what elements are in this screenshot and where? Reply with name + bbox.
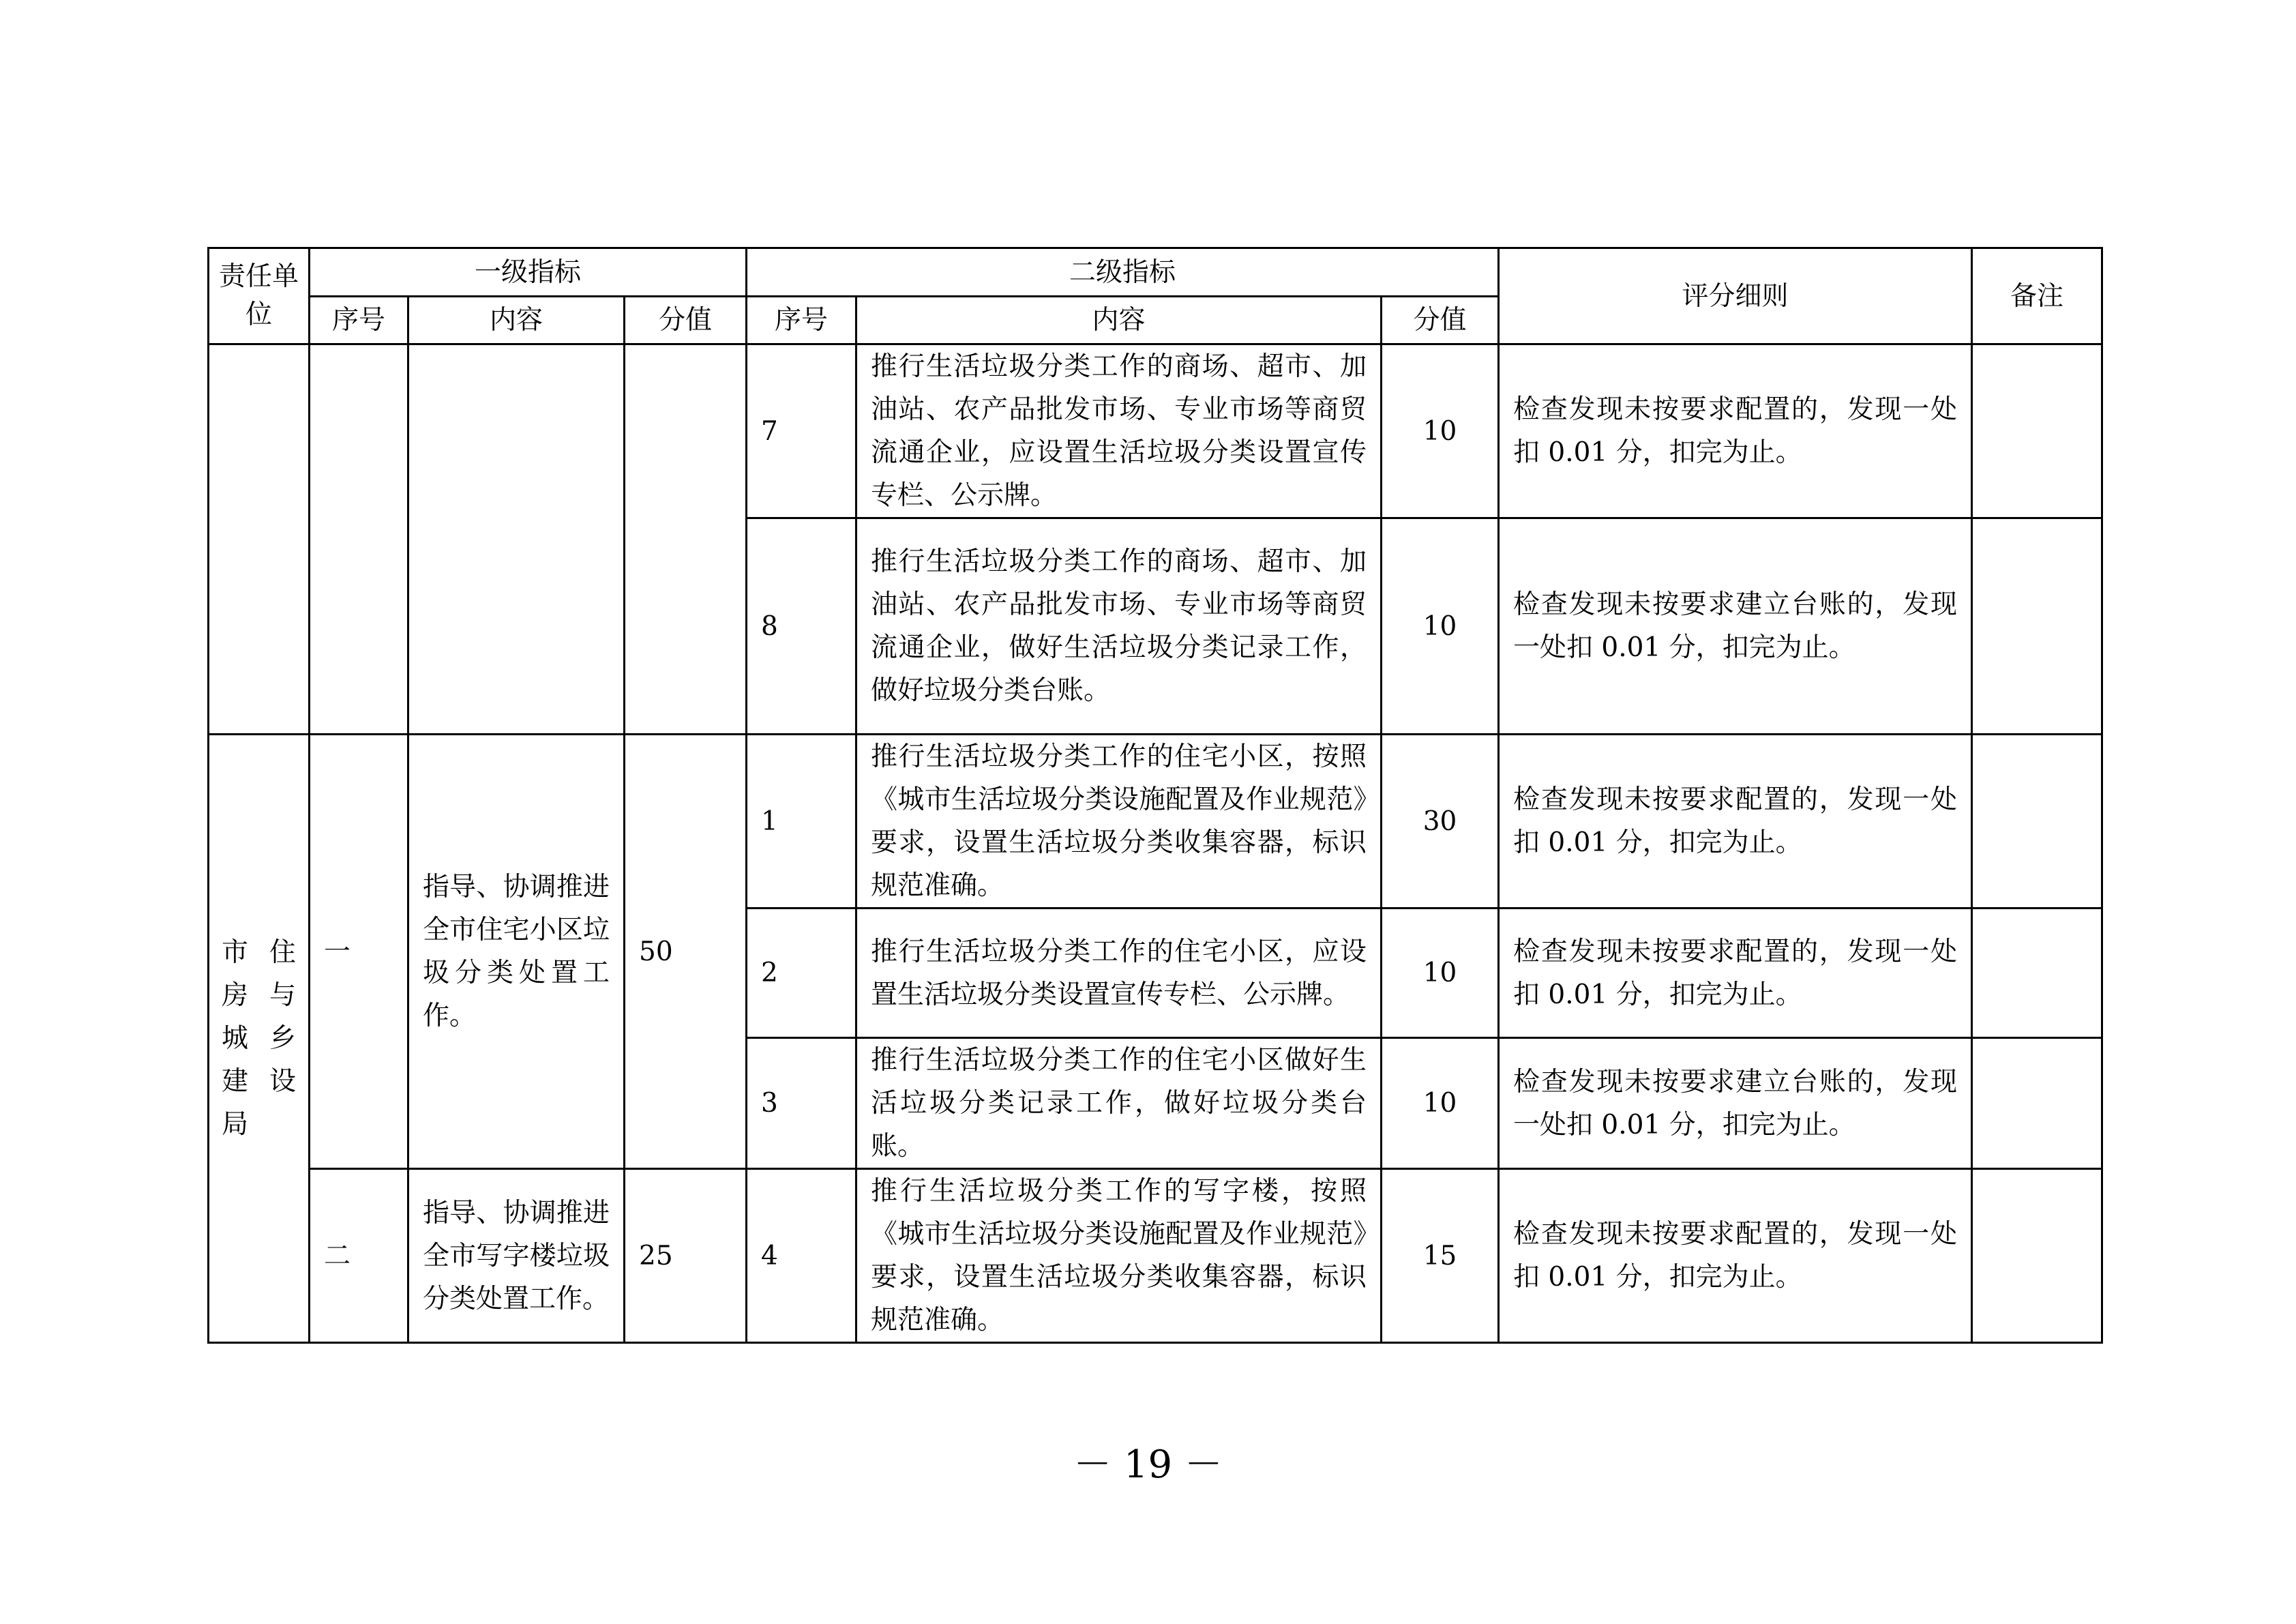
note-cell (1972, 518, 2102, 735)
header-level2-score: 分值 (1382, 297, 1499, 344)
note-cell (1972, 344, 2102, 518)
level2-content: 推行生活垃圾分类工作的写字楼，按照《城市生活垃圾分类设施配置及作业规范》要求，设置生活垃圾分类收集容器，标识规范准确。 (856, 1169, 1382, 1343)
header-level2-seq: 序号 (747, 297, 856, 344)
header-level1-score: 分值 (625, 297, 747, 344)
table-row (209, 344, 2102, 518)
level2-content: 推行生活垃圾分类工作的商场、超市、加油站、农产品批发市场、专业市场等商贸流通企业，应设置生活垃圾分类设置宣传专栏、公示牌。 (856, 344, 1382, 518)
note-cell (1972, 1169, 2102, 1343)
level2-seq: 7 (747, 344, 856, 518)
header-note: 备注 (1972, 248, 2102, 344)
scoring-table (207, 247, 2103, 1344)
level2-content: 推行生活垃圾分类工作的住宅小区做好生活垃圾分类记录工作，做好垃圾分类台账。 (856, 1038, 1382, 1169)
header-level2: 二级指标 (747, 248, 1499, 297)
note-cell (1972, 909, 2102, 1038)
level2-score: 10 (1382, 1038, 1499, 1169)
page-number: － 19 － (1073, 1443, 1223, 1487)
level2-content: 推行生活垃圾分类工作的住宅小区，应设置生活垃圾分类设置宣传专栏、公示牌。 (856, 909, 1382, 1038)
level2-score: 15 (1382, 1169, 1499, 1343)
level1-seq: 一 (310, 735, 408, 1169)
level1-content: 指导、协调推进全市写字楼垃圾分类处置工作。 (408, 1169, 625, 1343)
level1-score-empty (625, 344, 747, 735)
level2-seq: 3 (747, 1038, 856, 1169)
level2-content: 推行生活垃圾分类工作的商场、超市、加油站、农产品批发市场、专业市场等商贸流通企业，做好生活垃圾分类记录工作，做好垃圾分类台账。 (856, 518, 1382, 735)
level2-score: 10 (1382, 909, 1499, 1038)
level2-seq: 2 (747, 909, 856, 1038)
note-cell (1972, 1038, 2102, 1169)
level2-score: 10 (1382, 518, 1499, 735)
table-row (209, 735, 2102, 909)
level2-content: 推行生活垃圾分类工作的住宅小区，按照《城市生活垃圾分类设施配置及作业规范》要求，设置生活垃圾分类收集容器，标识规范准确。 (856, 735, 1382, 909)
level2-score: 10 (1382, 344, 1499, 518)
level2-seq: 8 (747, 518, 856, 735)
unit-cell-empty (209, 344, 310, 735)
note-cell (1972, 735, 2102, 909)
level1-content-empty (408, 344, 625, 735)
unit-name: 市住房与城乡建设局 (209, 735, 310, 1343)
level1-content: 指导、协调推进全市住宅小区垃圾分类处置工作。 (408, 735, 625, 1169)
level2-seq: 1 (747, 735, 856, 909)
level1-score: 50 (625, 735, 747, 1169)
header-level1-content: 内容 (408, 297, 625, 344)
rule-text: 检查发现未按要求配置的，发现一处扣 0.01 分，扣完为止。 (1499, 735, 1972, 909)
level1-seq-empty (310, 344, 408, 735)
header-level2-content: 内容 (856, 297, 1382, 344)
rule-text: 检查发现未按要求建立台账的，发现一处扣 0.01 分，扣完为止。 (1499, 1038, 1972, 1169)
level1-score: 25 (625, 1169, 747, 1343)
level2-seq: 4 (747, 1169, 856, 1343)
rule-text: 检查发现未按要求配置的，发现一处扣 0.01 分，扣完为止。 (1499, 1169, 1972, 1343)
level2-score: 30 (1382, 735, 1499, 909)
level1-seq: 二 (310, 1169, 408, 1343)
header-level1: 一级指标 (310, 248, 747, 297)
header-rule: 评分细则 (1499, 248, 1972, 344)
table-row (209, 1169, 2102, 1343)
header-level1-seq: 序号 (310, 297, 408, 344)
rule-text: 检查发现未按要求建立台账的，发现一处扣 0.01 分，扣完为止。 (1499, 518, 1972, 735)
rule-text: 检查发现未按要求配置的，发现一处扣 0.01 分，扣完为止。 (1499, 909, 1972, 1038)
header-unit: 责任单位 (209, 248, 310, 344)
rule-text: 检查发现未按要求配置的，发现一处扣 0.01 分，扣完为止。 (1499, 344, 1972, 518)
